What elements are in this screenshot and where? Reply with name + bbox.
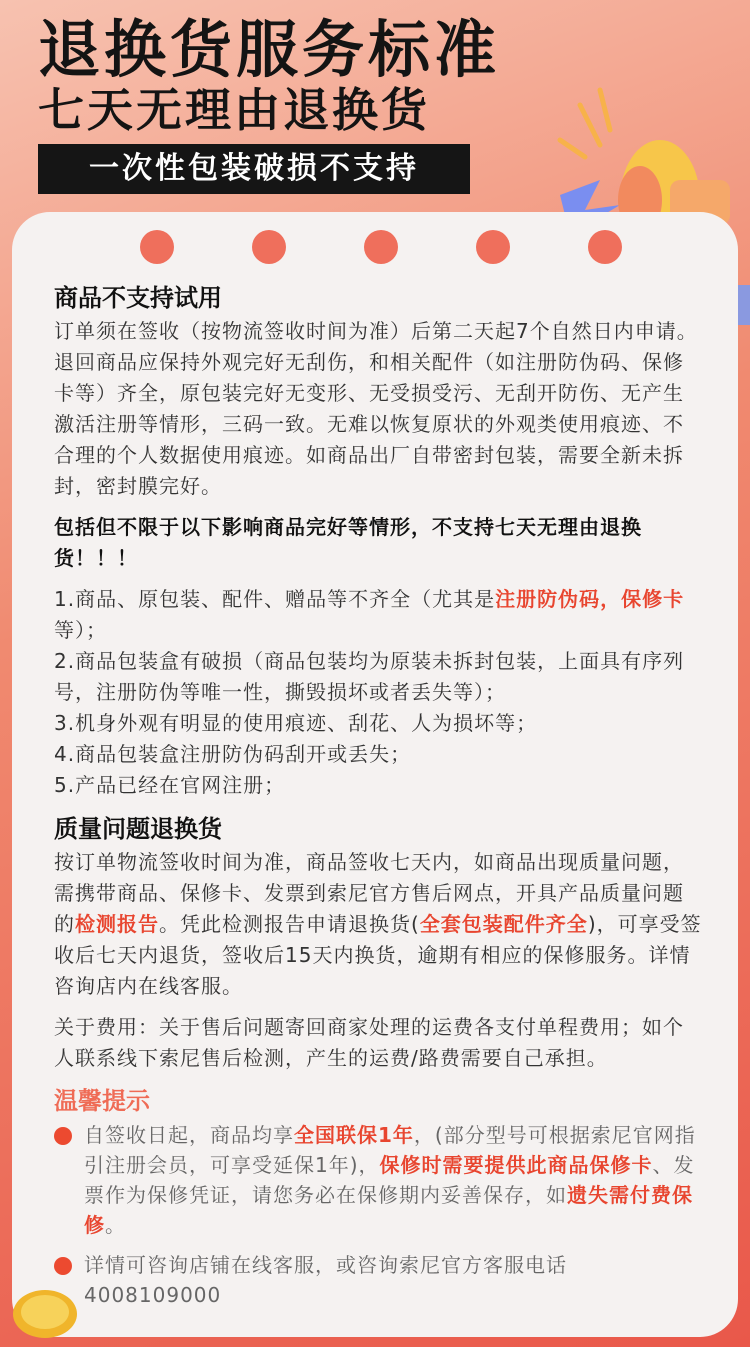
quality-paragraph: 按订单物流签收时间为准，商品签收七天内，如商品出现质量问题，需携带商品、保修卡、发票到索尼官方售后网点，开具产品质量问题的检测报告。凭此检测报告申请退换货(全套包装配件齐全)，可享受签收后七天内退货，签收后15天内换货，逾期有相应的保修服务。详情咨询店内在线客服。	[54, 850, 702, 998]
decorative-dot	[476, 230, 510, 264]
page-title: 退换货服务标准	[38, 13, 501, 86]
list-item: 3.机身外观有明显的使用痕迹、刮花、人为损坏等；	[54, 711, 538, 735]
coin-icon	[10, 1282, 80, 1342]
policy-paragraph: 订单须在签收（按物流签收时间为准）后第二天起7个自然日内申请。退回商品应保持外观完好无刮伤，和相关配件（如注册防伪码、保修卡等）齐全，原包装完好无变形、无受损受污、无刮开防伤、无产生激活注册等情形，三码一致。无难以恢复原状的外观类使用痕迹、不合理的个人数据使用痕迹。如商品出厂自带密封包装，需要全新未拆封，密封膜完好。	[54, 319, 698, 498]
fee-paragraph: 关于费用：关于售后问题寄回商家处理的运费各支付单程费用；如个人联系线下索尼售后检测，产生的运费/路费需要自己承担。	[54, 1015, 684, 1070]
content-body	[54, 280, 704, 1310]
decorative-dot	[140, 230, 174, 264]
section-heading: 商品不支持试用	[54, 284, 222, 312]
list-item: 1.商品、原包装、配件、赠品等不齐全（尤其是注册防伪码，保修卡等）；	[54, 587, 685, 642]
list-item: 5.产品已经在官网注册；	[54, 773, 286, 797]
tip-item: 自签收日起，商品均享全国联保1年，(部分型号可根据索尼官网指引注册会员，可享受延保1年)，保修时需要提供此商品保修卡、发票作为保修凭证，请您务必在保修期内妥善保存，如遗失需付费保修。	[54, 1120, 704, 1240]
decorative-dot	[252, 230, 286, 264]
list-item: 4.商品包装盒注册防伪码刮开或丢失；	[54, 742, 412, 766]
tips-title: 温馨提示	[54, 1087, 150, 1115]
notice-text: 包括但不限于以下影响商品完好等情形，不支持七天无理由退换货！！！	[54, 515, 642, 570]
section-heading: 质量问题退换货	[54, 815, 222, 843]
tip-item: 详情可咨询店铺在线客服，或咨询索尼官方客服电话4008109000	[54, 1250, 704, 1310]
decorative-dot	[588, 230, 622, 264]
list-item: 2.商品包装盒有破损（商品包装均为原装未拆封包装，上面具有序列号，注册防伪等唯一性，撕毁损坏或者丢失等）；	[54, 649, 685, 704]
bullet-icon	[54, 1257, 72, 1275]
page-subtitle: 七天无理由退换货	[38, 83, 430, 137]
banner-notice: 一次性包装破损不支持	[38, 144, 470, 194]
decorative-dot	[364, 230, 398, 264]
bullet-icon	[54, 1127, 72, 1145]
